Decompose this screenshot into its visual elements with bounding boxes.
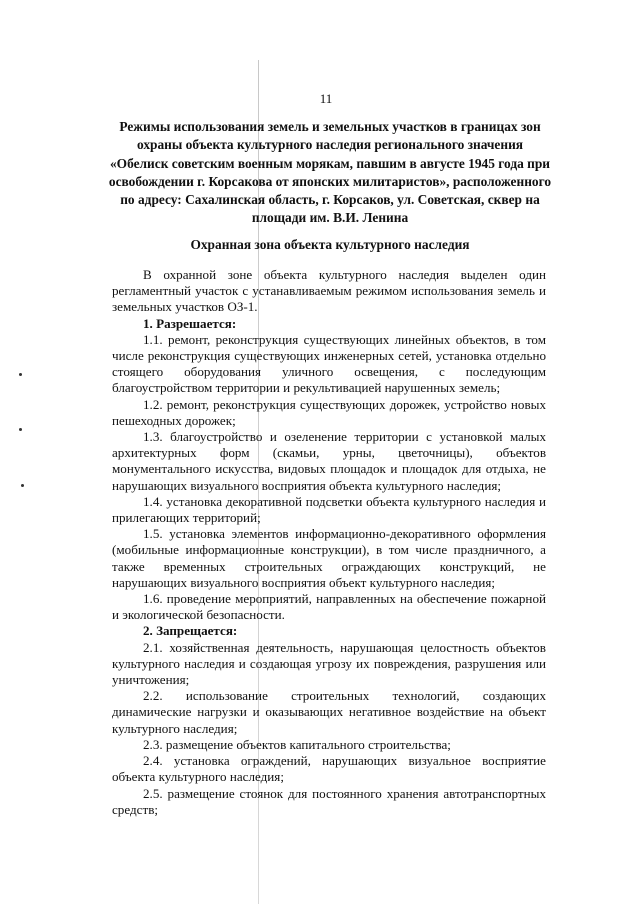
prohibited-item: 2.5. размещение стоянок для постоянного хранения автотранспортных средств; — [112, 785, 546, 817]
prohibited-heading: 2. Запрещается: — [143, 623, 238, 639]
intro-paragraph: В охранной зоне объекта культурного наследия выделен один регламентный участок с устанавливаемым режимом использования земель и земельных участков ОЗ-1. — [112, 267, 546, 315]
document-body — [112, 267, 546, 818]
allowed-item: 1.2. ремонт, реконструкция существующих дорожек, устройство новых пешеходных дорожек; — [112, 396, 546, 428]
scan-speck — [19, 428, 22, 431]
scan-speck — [19, 373, 22, 376]
title-line: охраны объекта культурного наследия регионального значения — [136, 137, 524, 153]
title-line: площади им. В.И. Ленина — [251, 210, 409, 226]
title-line: «Обелиск советским военным морякам, павшим в августе 1945 года при — [109, 155, 551, 171]
page-number: 11 — [319, 91, 333, 106]
prohibited-item: 2.3. размещение объектов капитального строительства; — [143, 736, 451, 752]
allowed-item: 1.3. благоустройство и озеленение территории с установкой малых архитектурных форм (скамьи, урны, цветочницы), объектов монументального искусства, видовых площадок и площадок для отдыха, не нарушающих визуального восприятия объекта культурного наследия; — [112, 429, 546, 493]
allowed-item: 1.5. установка элементов информационно-декоративного оформления (мобильные информационные конструкции), в том числе праздничного, а также временных строительных ограждающих конструкций, не нарушающих визуального восприятия объект культурного наследия; — [112, 526, 546, 590]
allowed-item: 1.4. установка декоративной подсветки объекта культурного наследия и прилегающих территорий; — [112, 493, 546, 526]
title-line: по адресу: Сахалинская область, г. Корсаков, ул. Советская, сквер на — [120, 192, 540, 208]
allowed-item: 1.6. проведение мероприятий, направленных на обеспечение пожарной и экологической безопасности. — [112, 591, 546, 623]
section-title: Охранная зона объекта культурного наследия — [190, 237, 470, 252]
title-line: освобождении г. Корсакова от японских милитаристов», расположенного — [108, 173, 552, 189]
prohibited-item: 2.4. установка ограждений, нарушающих визуальное восприятие объекта культурного наследия; — [112, 753, 546, 785]
allowed-item: 1.1. ремонт, реконструкция существующих линейных объектов, в том числе реконструкция существующих инженерных сетей, установка отдельно стоящего оборудования уличного освещения, с последующим благоустройством территории и рекультивацией нарушенных земель; — [112, 331, 546, 396]
prohibited-item: 2.2. использование строительных технологий, создающих динамические нагрузки и оказывающих негативное воздействие на объект культурного наследия; — [112, 688, 546, 736]
title-line: Режимы использования земель и земельных участков в границах зон — [119, 119, 541, 134]
allowed-heading: 1. Разрешается: — [143, 315, 237, 331]
prohibited-item: 2.1. хозяйственная деятельность, нарушающая целостность объектов культурного наследия и создающая угрозу их повреждения, разрушения или уничтожения; — [112, 639, 546, 688]
scan-speck — [21, 484, 24, 487]
document-title — [100, 118, 560, 228]
